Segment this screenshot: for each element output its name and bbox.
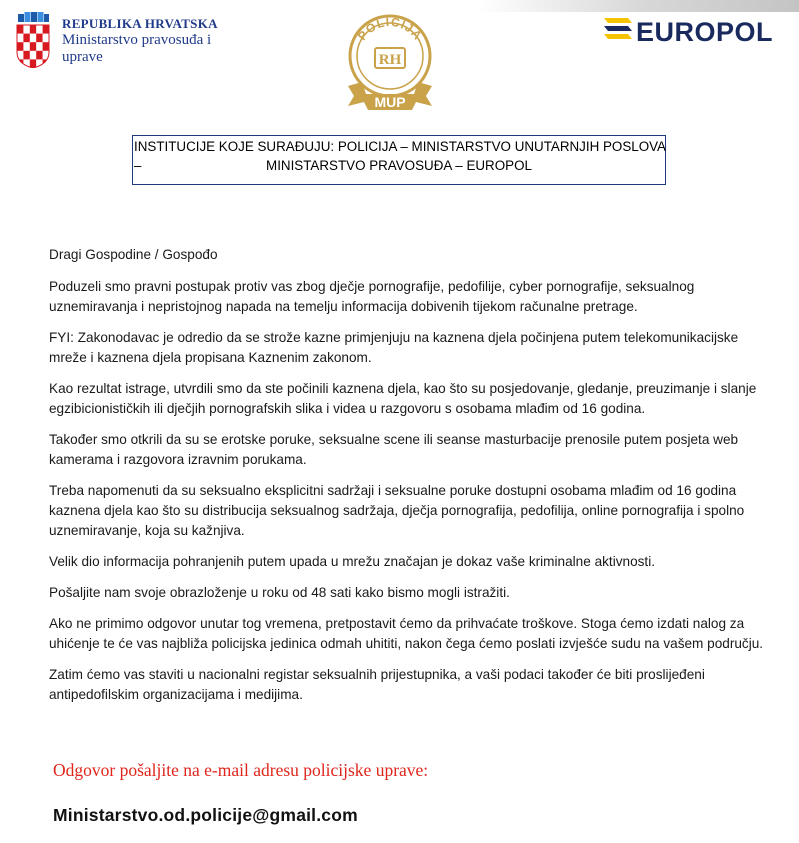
republic-name: REPUBLIKA HRVATSKA	[62, 16, 218, 31]
europol-logo-icon	[602, 15, 784, 45]
coat-checker-square	[30, 34, 37, 43]
coat-checker-square	[30, 25, 37, 34]
paragraph-5: Treba napomenuti da su seksualno eksplicitni sadržaji i seksualne poruke dostupni osobama mlađim od 16 godina kaznena djela kao što su distribucija seksualnog sadržaja, dječja pornografija, pedofilija, online pornografija i spolno uznemiravanje, koja su kažnjiva.	[49, 483, 745, 538]
salutation: Dragi Gospodine / Gospođo	[49, 247, 218, 262]
reply-instruction: Odgovor pošaljite na e-mail adresu policijske uprave:	[53, 760, 429, 780]
seal-mid-text: RH	[378, 52, 402, 68]
coat-checker-square	[30, 42, 37, 51]
institutions-dash: –	[134, 158, 142, 173]
coat-checker-square	[17, 34, 24, 43]
paragraph-2: FYI: Zakonodavac je odredio da se strože kazne primjenjuju na kaznena djela počinjena putem telekomunikacijske mreže i kaznena djela propisana Kaznenim zakonom.	[49, 330, 739, 365]
coat-checker-square	[43, 25, 50, 34]
ministry-logo	[16, 12, 246, 72]
coat-checker-square	[23, 51, 30, 60]
letter-body	[49, 245, 774, 716]
coat-checker-square	[17, 25, 24, 34]
coat-checker-square	[36, 34, 43, 43]
coat-checker-square	[36, 51, 43, 60]
coat-checker-square	[43, 34, 50, 43]
coat-checker-square	[23, 42, 30, 51]
europol-logo	[602, 15, 784, 45]
paragraph-9: Zatim ćemo vas staviti u nacionalni registar seksualnih prijestupnika, a vaši podaci također će biti proslijeđeni antipedofilskim organizacijama i medijima.	[49, 667, 705, 702]
paragraph-6: Velik dio informacija pohranjenih putem upada u mrežu značajan je dokaz vaše kriminalne aktivnosti.	[49, 554, 656, 569]
paragraph-3: Kao rezultat istrage, utvrdili smo da ste počinili kaznena djela, kao što su posjedovanje, gledanje, preuzimanje i slanje egzibicionističkih ili dječjih pornografskih slika i videa u razgovoru s osobama mlađim od 16 godina.	[49, 381, 757, 416]
ministry-name: Ministarstvo pravosuđa i uprave	[62, 32, 212, 65]
coat-crown	[18, 12, 49, 22]
croatian-coat-of-arms-icon	[16, 12, 50, 68]
coat-checker-square	[43, 42, 50, 51]
police-seal-icon	[342, 10, 438, 120]
seal-top-text: POLICIJA	[354, 14, 426, 43]
coat-checker-square	[23, 25, 30, 34]
institutions-line-2: MINISTARSTVO PRAVOSUĐA – EUROPOL	[266, 158, 532, 173]
coat-checker-square	[36, 25, 43, 34]
paragraph-7: Pošaljite nam svoje obrazloženje u roku od 48 sati kako bismo mogli istražiti.	[49, 585, 510, 600]
coat-checker-square	[30, 59, 37, 68]
seal-bottom-text: MUP	[374, 94, 406, 110]
institutions-line-1: INSTITUCIJE KOJE SURAĐUJU: POLICIJA – MINISTARSTVO UNUTARNJIH POSLOVA	[134, 139, 666, 154]
europol-wordmark: EUROPOL	[636, 17, 774, 45]
institutions-box	[132, 135, 666, 185]
paragraph-8: Ako ne primimo odgovor unutar tog vremena, pretpostavit ćemo da prihvaćate troškove. Stoga ćemo izdati nalog za uhićenje te će vas najbliža policijska jedinica odmah uhititi, nakon čega ćemo poslati izvješće sudu na vašem području.	[49, 616, 764, 651]
contact-email: Ministarstvo.od.policije@gmail.com	[53, 805, 358, 825]
coat-checker-square	[23, 34, 30, 43]
coat-checker-square	[36, 42, 43, 51]
coat-checker-square	[30, 51, 37, 60]
paragraph-4: Također smo otkrili da su se erotske poruke, seksualne scene ili seanse masturbacije prenosile putem posjeta web kamerama i razgovora izravnim porukama.	[49, 432, 739, 467]
coat-checker-square	[17, 42, 24, 51]
paragraph-1: Poduzeli smo pravni postupak protiv vas zbog dječje pornografije, pedofilije, cyber pornografije, seksualnog uznemiravanja i nepristojnog napada na temelju informacija dobivenih tijekom računalne pretrage.	[49, 279, 695, 314]
